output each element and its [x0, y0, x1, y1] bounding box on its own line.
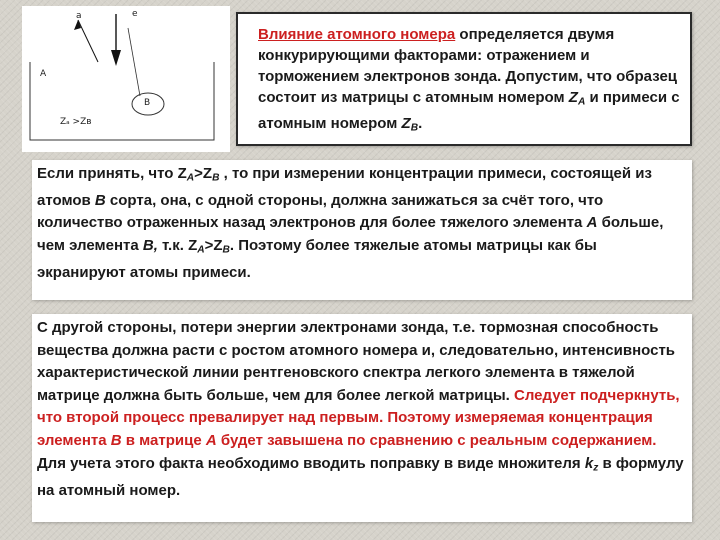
mid-t5: больше, чем элемента	[37, 214, 664, 254]
mid-b-letter: B	[94, 191, 106, 209]
mid-s1: A	[186, 172, 195, 184]
mid-b-letter-2: В,	[142, 236, 158, 254]
label-beam-e: e	[132, 9, 138, 19]
intro-zb: Z	[401, 114, 411, 132]
label-matrix: A	[40, 69, 47, 79]
xray-line	[128, 28, 140, 96]
intro-highlight: Влияние атомного номера	[258, 26, 456, 43]
intro-za: Z	[568, 89, 578, 106]
bottom-k: k	[584, 454, 594, 472]
intro-text-1: определяется двумя конкурирующими факторами: отражением и торможением электронов зонда. Допустим, что образец состоит из матрицы с атомным номером	[258, 26, 678, 106]
scattering-diagram	[22, 6, 230, 152]
mid-s2: B	[212, 172, 220, 184]
label-beam-a: a	[76, 11, 82, 21]
intro-zb-sub: B	[410, 122, 419, 134]
bottom-t3: в формулу на атомный номер.	[37, 454, 684, 499]
mid-a-letter: А	[586, 214, 598, 232]
sample-outline	[30, 62, 214, 140]
reflected-beam	[78, 20, 98, 62]
intro-text-2: и примеси с атомным номером	[258, 89, 680, 132]
braking-paragraph	[32, 314, 692, 522]
bottom-red-a: А	[205, 431, 217, 449]
bottom-red-2: в матрице	[121, 431, 206, 449]
incident-arrowhead	[111, 50, 121, 66]
reflection-paragraph	[32, 160, 692, 300]
mid-t3: , то при измерении концентрации примеси, состоящей из атомов	[37, 165, 652, 209]
intro-panel	[236, 12, 692, 146]
diagram-lines	[22, 6, 230, 152]
bottom-k-sub: z	[593, 462, 599, 474]
mid-s4: B	[222, 244, 230, 256]
label-condition: Zₐ >Zʙ	[60, 117, 92, 127]
bottom-red-3: будет завышена по сравнению с реальным содержанием.	[216, 431, 657, 449]
intro-za-sub: A	[577, 96, 586, 108]
mid-t7: >Z	[204, 236, 223, 254]
bottom-red-1: Следует подчеркнуть, что второй процесс превалирует над первым. Поэтому измеряемая концентрация элемента	[37, 386, 680, 449]
mid-s3: A	[197, 244, 205, 256]
intro-text-3: .	[418, 114, 423, 132]
mid-t4: сорта, она, с одной стороны, должна занижаться за счёт того, что количество отраженных назад электронов для более тяжелого элемента	[37, 191, 604, 232]
bottom-t1: С другой стороны, потери энергии электронами зонда, т.е. тормозная способность вещества должна расти с ростом атомного номера и, следовательно, интенсивность характеристической линии рентгеновского спектра легкого элемента в тяжелой матрице должна быть больше, чем для более легкой матрицы.	[37, 319, 676, 404]
bottom-red-b: В	[110, 431, 122, 449]
mid-t8: . Поэтому более тяжелые атомы матрицы как бы экранируют атомы примеси.	[37, 236, 597, 281]
label-inclusion: B	[144, 98, 151, 108]
mid-t2: >Z	[194, 165, 213, 182]
mid-t6: т.к. Z	[157, 236, 198, 254]
bottom-t2: Для учета этого факта необходимо вводить поправку в виде множителя	[37, 454, 585, 472]
mid-t1: Если принять, что Z	[37, 165, 187, 182]
